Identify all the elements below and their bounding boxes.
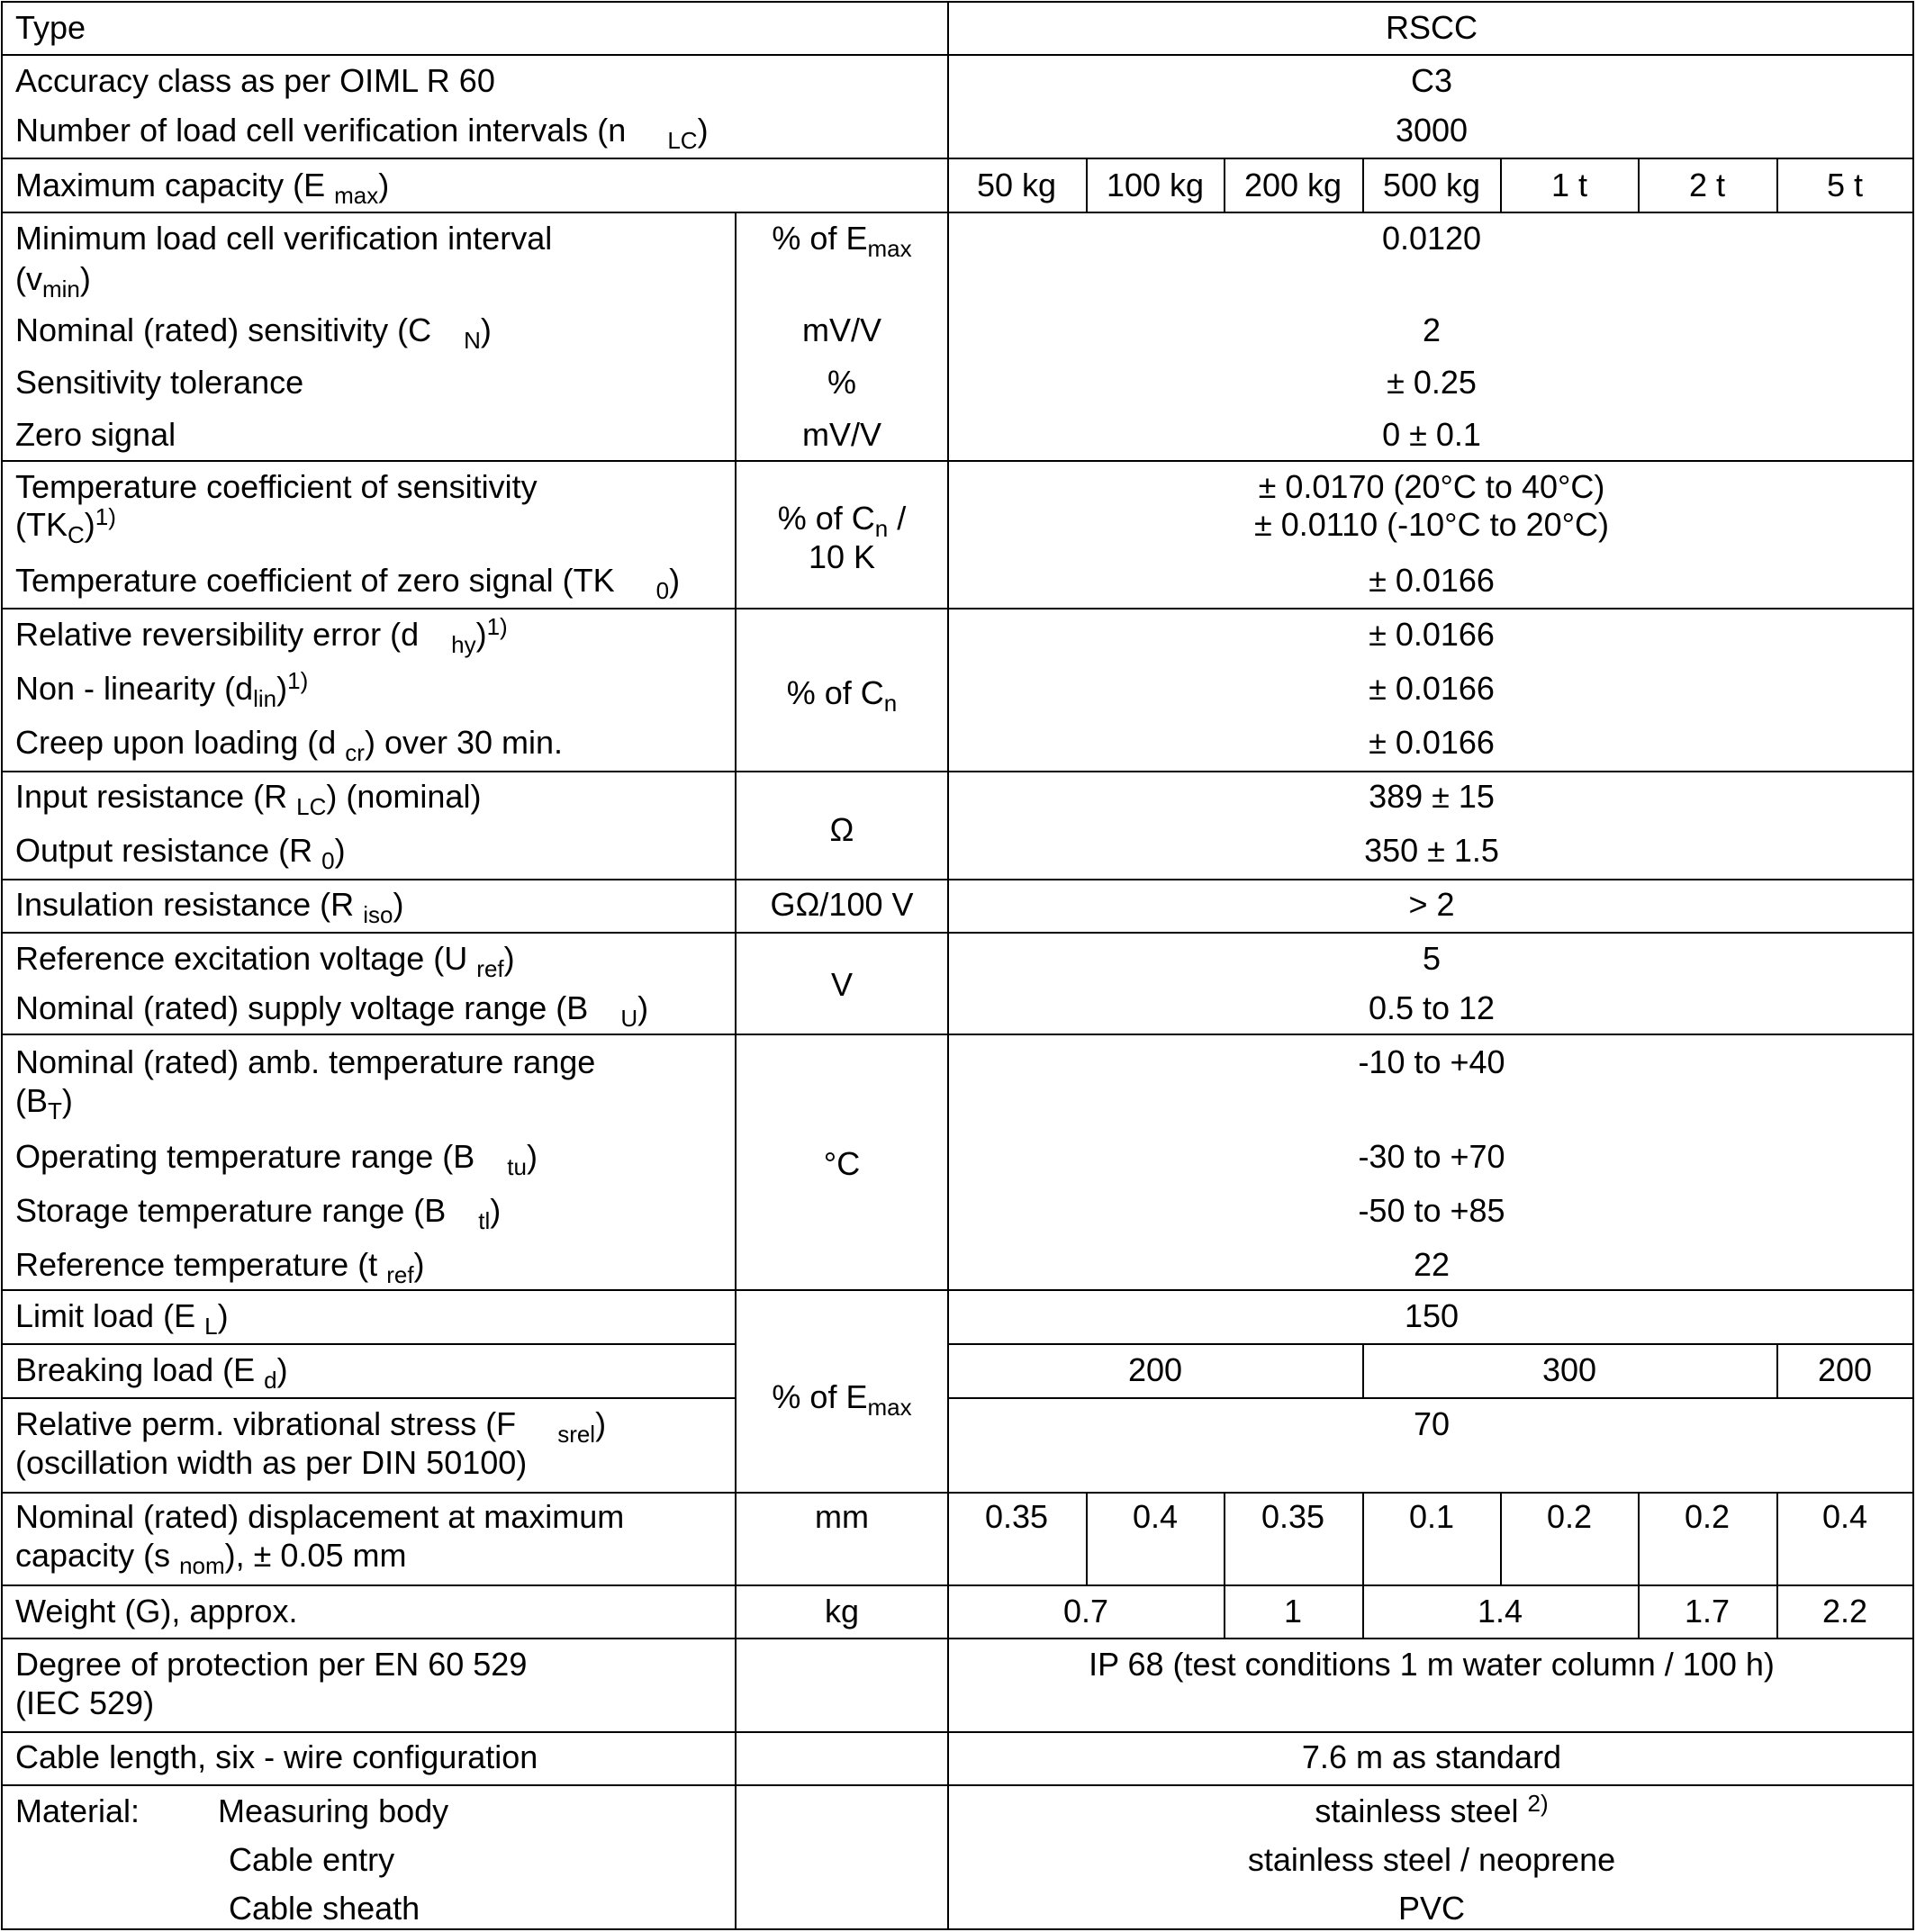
dcr-label: Creep upon loading (d $_{cr}$) over 30 min. [15,724,564,766]
riso-unit: GΩ/100 V [770,886,914,923]
fsrel-label-2: (oscillation width as per DIN 50100) [15,1444,528,1481]
r0-value: 350 ± 1.5 [1364,832,1499,869]
sensitivity-value: 2 [1422,311,1442,348]
bt-label-2: $(B_T)$ [15,1082,73,1124]
ed-value: 200 [1817,1351,1873,1388]
type-label: Type [15,9,86,46]
tkc-value-2: ± 0.0110 (-10°C to 20°C) [1253,506,1610,543]
rule [1776,1343,1778,1397]
tolerance-value: ± 0.25 [1387,364,1477,401]
ed-value: 200 [1127,1351,1183,1388]
tk0-value: ± 0.0166 [1369,562,1495,599]
rule [3,54,1912,56]
ed-value: 300 [1541,1351,1597,1388]
material-body-label: Measuring body [218,1792,449,1829]
type-value: RSCC [1385,9,1478,46]
zero-unit: mV/V [801,416,882,453]
bu-label: Nominal (rated) supply voltage range (B $_U$) [15,989,649,1032]
rule [3,932,1912,934]
rule [3,1289,1912,1291]
protection-label-2: (IEC 529) [15,1684,155,1721]
rule [3,1584,1912,1586]
fsrel-label: Relative perm. vibrational stress (F $_{srel}$) [15,1405,607,1448]
tref-label: Reference temperature (t $_{ref}$) [15,1246,425,1288]
btu-label: Operating temperature range (B $_{tu}$) [15,1138,538,1180]
snom-value: 0.35 [1261,1498,1325,1535]
snom-value: 0.4 [1132,1498,1179,1535]
rule [3,1492,1912,1494]
dhy-value: ± 0.0166 [1369,616,1495,653]
rule [1638,1492,1640,1584]
snom-value: 0.1 [1408,1498,1455,1535]
ed-label: Breaking load (E $_d$) [15,1351,288,1394]
protection-value: IP 68 (test conditions 1 m water column / 100 h) [1089,1646,1775,1683]
rule [3,158,1912,159]
capacity-value: 100 kg [1106,167,1205,203]
snom-value: 0.4 [1821,1498,1868,1535]
dlin-label: Non - linearity $(d_{lin})^{1)}$ [15,667,309,712]
rule [1362,1343,1364,1397]
tk-unit-2: 10 K [808,538,876,575]
vmin-unit: % of $E_{max}$ [772,220,912,262]
rule [1224,1584,1225,1638]
tolerance-label: Sensitivity tolerance [15,364,304,401]
btu-value: -30 to +70 [1358,1138,1505,1175]
rule [1776,1584,1778,1638]
rule [1638,1584,1640,1638]
rule [3,608,1912,609]
v-unit: V [830,966,854,1003]
snom-label: Nominal (rated) displacement at maximum [15,1498,625,1535]
tkc-label: Temperature coefficient of sensitivity [15,468,538,505]
accuracy-value: C3 [1410,62,1453,99]
material-body-value: stainless steel $^{2)}$ [1315,1790,1549,1829]
weight-value: 1.7 [1684,1593,1731,1630]
tolerance-unit: % [827,364,857,401]
capacity-value: 5 t [1826,167,1864,203]
material-sheath-label: Cable sheath [229,1890,420,1927]
intervals-label: Number of load cell verification intervals (n $_{LC}$) [15,112,709,154]
uref-label: Reference excitation voltage (U $_{ref}$) [15,940,515,982]
btl-label: Storage temperature range (B $_{tl}$) [15,1192,502,1234]
rule [1086,1492,1088,1584]
tkc-label-2: $(TK_C)^{1)}$ [15,503,116,548]
material-label: Material: [15,1792,140,1829]
load-unit: % of $E_{max}$ [772,1378,912,1421]
weight-value: 2.2 [1821,1593,1868,1630]
specification-table [1,1,1914,1930]
weight-value: 1.4 [1477,1593,1523,1630]
capacity-value: 500 kg [1382,167,1481,203]
zero-value: 0 ± 0.1 [1382,416,1481,453]
vmin-label: Minimum load cell verification interval [15,220,553,257]
d-unit: % of $C_n$ [786,674,898,717]
snom-value: 0.2 [1684,1498,1731,1535]
rlc-label: Input resistance (R $_{LC}$) (nominal) [15,778,482,820]
snom-value: 0.35 [984,1498,1049,1535]
tkc-value: ± 0.0170 (20°C to 40°C) [1258,468,1605,505]
material-entry-label: Cable entry [229,1841,395,1878]
bu-value: 0.5 to 12 [1368,989,1496,1026]
capacity-value: 200 kg [1243,167,1342,203]
r-unit: Ω [829,811,854,848]
bt-value: -10 to +40 [1358,1043,1505,1080]
rule [1362,158,1364,212]
snom-label-2: capacity (s $_{nom}$), ± 0.05 mm [15,1537,407,1579]
rule [1224,1492,1225,1584]
weight-unit: kg [824,1593,860,1630]
rule [1638,158,1640,212]
dhy-label: Relative reversibility error (d $_{hy}$)$^{1)}$ [15,613,508,658]
rule [735,212,737,1930]
uref-value: 5 [1422,940,1442,977]
material-sheath-value: PVC [1397,1890,1466,1927]
weight-value: 1 [1283,1593,1303,1630]
rule [1362,1584,1364,1638]
vmin-value: 0.0120 [1381,220,1482,257]
capacity-label: Maximum capacity (E $_{max}$) [15,167,390,209]
rule [3,1638,1912,1639]
fsrel-value: 70 [1413,1405,1451,1442]
snom-value: 0.2 [1546,1498,1593,1535]
rule [1362,1492,1364,1584]
bt-label: Nominal (rated) amb. temperature range [15,1043,596,1080]
rule [3,460,1912,462]
btl-value: -50 to +85 [1358,1192,1505,1229]
el-label: Limit load (E $_L$) [15,1297,229,1340]
rule [948,1343,1912,1345]
rule [948,1397,1912,1399]
rule [1500,1492,1502,1584]
temp-unit: °C [823,1145,861,1182]
zero-label: Zero signal [15,416,176,453]
rule [3,771,1912,772]
tk-unit: % of $C_n$ / [777,500,907,542]
sensitivity-label: Nominal (rated) sensitivity (C $_N$) [15,311,492,354]
cable-label: Cable length, six - wire configuration [15,1738,538,1775]
tk0-label: Temperature coefficient of zero signal (TK $_0$) [15,562,681,604]
rule [3,879,1912,880]
capacity-value: 50 kg [976,167,1057,203]
rule [1224,158,1225,212]
riso-label: Insulation resistance (R $_{iso}$) [15,886,404,928]
rule [1776,1492,1778,1584]
rule [948,212,1912,213]
tref-value: 22 [1413,1246,1451,1283]
rule [1086,158,1088,212]
rule [3,1034,1912,1035]
rule [3,1731,1912,1733]
riso-value: > 2 [1408,886,1455,923]
el-value: 150 [1404,1297,1460,1334]
capacity-value: 1 t [1550,167,1588,203]
dcr-value: ± 0.0166 [1369,724,1495,761]
rule [947,3,949,1930]
rule [1776,158,1778,212]
r0-label: Output resistance (R $_0$) [15,832,346,874]
rule [3,1343,737,1345]
protection-label: Degree of protection per EN 60 529 [15,1646,528,1683]
weight-value: 0.7 [1062,1593,1109,1630]
rule [3,1397,737,1399]
rlc-value: 389 ± 15 [1369,778,1495,815]
sensitivity-unit: mV/V [801,311,882,348]
material-entry-value: stainless steel / neoprene [1247,1841,1616,1878]
rule [3,1784,1912,1786]
vmin-label-2: $(v_{min})$ [15,260,91,302]
rule [1500,158,1502,212]
snom-unit: mm [815,1498,869,1535]
rule [3,212,949,213]
cable-value: 7.6 m as standard [1301,1738,1562,1775]
weight-label: Weight (G), approx. [15,1593,298,1630]
capacity-value: 2 t [1688,167,1726,203]
dlin-value: ± 0.0166 [1369,670,1495,707]
accuracy-label: Accuracy class as per OIML R 60 [15,62,495,99]
intervals-value: 3000 [1395,112,1469,149]
